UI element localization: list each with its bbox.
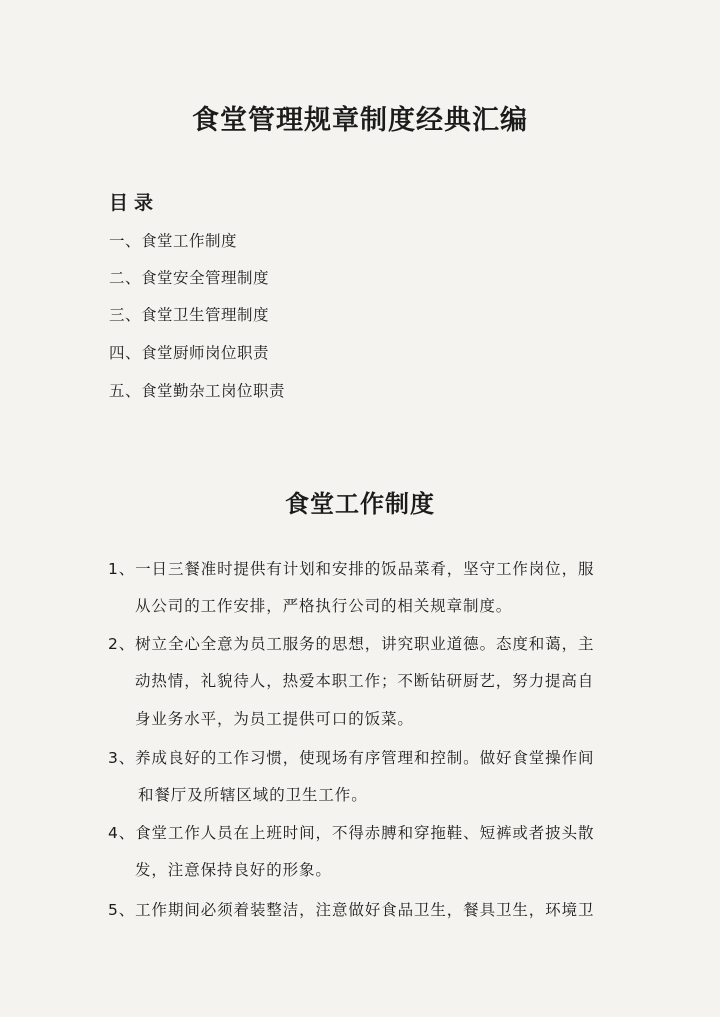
toc-item-5: 五、食堂勤杂工岗位职责 <box>109 382 286 400</box>
clause-3-line-2: 和餐厅及所辖区域的卫生工作。 <box>138 786 368 804</box>
clause-3-line-1: 3、养成良好的工作习惯，使现场有序管理和控制。做好食堂操作间 <box>108 749 595 767</box>
clause-1-line-1: 1、一日三餐准时提供有计划和安排的饭品菜肴，坚守工作岗位，服 <box>108 560 595 578</box>
toc-item-1: 一、食堂工作制度 <box>109 232 238 250</box>
toc-heading: 目录 <box>109 192 160 214</box>
document-title: 食堂管理规章制度经典汇编 <box>192 105 528 136</box>
clause-2-line-3: 身业务水平，为员工提供可口的饭菜。 <box>135 710 414 728</box>
clause-1-line-2: 从公司的工作安排，严格执行公司的相关规章制度。 <box>135 597 513 615</box>
toc-item-3: 三、食堂卫生管理制度 <box>109 306 270 324</box>
clause-5-line-1: 5、工作期间必须着装整洁，注意做好食品卫生，餐具卫生，环境卫 <box>108 901 595 919</box>
clause-2-line-2: 动热情，礼貌待人，热爱本职工作；不断钻研厨艺，努力提高自 <box>135 672 595 690</box>
section-title: 食堂工作制度 <box>285 490 435 518</box>
clause-2-line-1: 2、树立全心全意为员工服务的思想，讲究职业道德。态度和蔼，主 <box>108 635 595 653</box>
clause-4-line-1: 4、食堂工作人员在上班时间，不得赤膊和穿拖鞋、短裤或者披头散 <box>108 824 595 842</box>
clause-4-line-2: 发，注意保持良好的形象。 <box>135 861 332 879</box>
toc-item-4: 四、食堂厨师岗位职责 <box>109 344 270 362</box>
toc-item-2: 二、食堂安全管理制度 <box>109 269 270 287</box>
